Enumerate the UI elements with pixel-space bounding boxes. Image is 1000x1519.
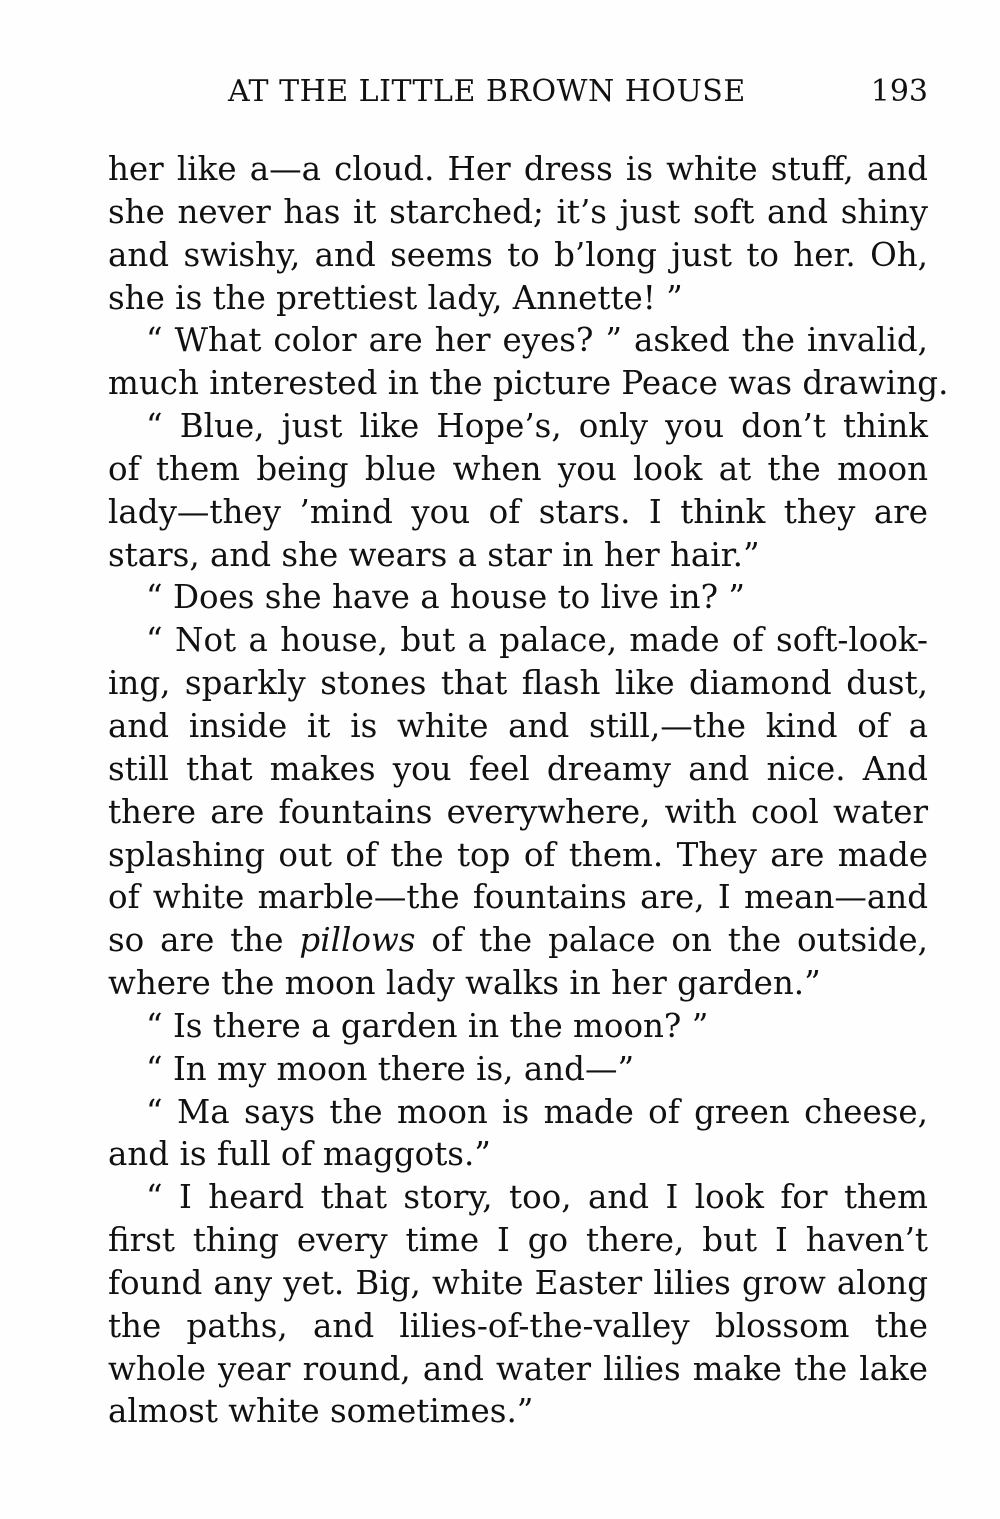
text-line: “ Not a house, but a palace, made of soft-look-	[146, 621, 928, 660]
text-line: much interested in the picture Peace was drawing.	[108, 364, 949, 403]
text-line: first thing every time I go there, but I haven’t	[108, 1221, 928, 1260]
text-line: splashing out of the top of them. They are made	[108, 835, 928, 874]
text-line: and is full of maggots.”	[108, 1135, 491, 1174]
body-text	[108, 148, 949, 1433]
text-line: “ Ma says the moon is made of green cheese,	[146, 1092, 928, 1131]
text-line: found any yet. Big, white Easter lilies grow along	[108, 1263, 928, 1302]
text-line: ing, sparkly stones that flash like diamond dust,	[108, 664, 928, 703]
text-line: the paths, and lilies-of-the-valley blossom the	[108, 1306, 928, 1345]
text-line: “ I heard that story, too, and I look for them	[146, 1178, 928, 1217]
text-line: her like a—a cloud. Her dress is white stuff, and	[108, 150, 928, 188]
running-title: AT THE LITTLE BROWN HOUSE	[228, 74, 746, 109]
text-line: of them being blue when you look at the moon	[108, 449, 928, 488]
text-line: “ What color are her eyes? ” asked the invalid,	[146, 321, 928, 360]
text-line: there are fountains everywhere, with cool water	[108, 792, 928, 831]
text-line: of white marble—the fountains are, I mean—and	[108, 878, 928, 917]
text-line: stars, and she wears a star in her hair.”	[108, 535, 760, 574]
text-line: whole year round, and water lilies make the lake	[108, 1349, 928, 1388]
page-number: 193	[870, 74, 928, 109]
text-line: “ Blue, just like Hope’s, only you don’t think	[146, 407, 928, 446]
text-line: almost white sometimes.”	[108, 1392, 534, 1431]
text-line: lady—they ’mind you of stars. I think they are	[108, 492, 928, 531]
text-line: she is the prettiest lady, Annette! ”	[108, 278, 683, 317]
text-segment: so are the	[108, 921, 284, 960]
text-line: and swishy, and seems to b’long just to her. Oh,	[108, 235, 928, 274]
text-line: she never has it starched; it’s just soft and shiny	[108, 192, 928, 231]
text-segment: of the palace on the outside,	[431, 921, 928, 960]
text-line: and inside it is white and still,—the kind of a	[108, 706, 928, 745]
text-line: “ In my moon there is, and—”	[146, 1049, 635, 1088]
italic-word: pillows	[299, 921, 416, 960]
text-line-with-italic	[108, 919, 928, 962]
text-line: “ Does she have a house to live in? ”	[146, 578, 745, 617]
text-line: still that makes you feel dreamy and nice. And	[108, 749, 928, 788]
text-line: where the moon lady walks in her garden.”	[108, 964, 821, 1003]
text-line: “ Is there a garden in the moon? ”	[146, 1006, 709, 1045]
running-head	[108, 74, 928, 114]
